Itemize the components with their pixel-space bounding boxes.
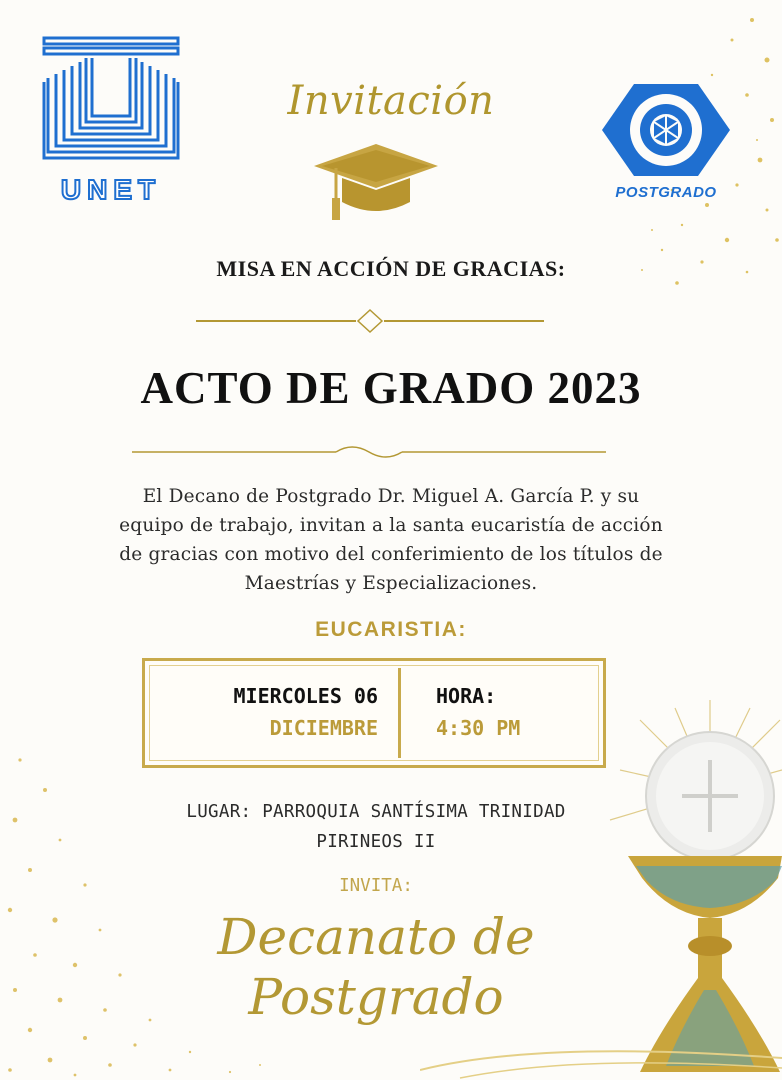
body-line: equipo de trabajo, invitan a la santa eucaristía de acción: [119, 515, 663, 536]
body-line: de gracias con motivo del conferimiento de los títulos de: [119, 544, 663, 565]
signature-line-1: Decanato de: [217, 908, 535, 966]
graduation-cap-icon: [312, 142, 440, 226]
postgrado-logo-text: POSTGRADO: [615, 184, 717, 201]
unet-logo-text: UNET: [60, 174, 162, 205]
divider-ornament: [196, 308, 544, 334]
body-line: El Decano de Postgrado Dr. Miguel A. García P. y su: [142, 486, 640, 507]
location-line-2: PIRINEOS II: [316, 832, 436, 852]
bottom-gold-wave: [420, 1020, 782, 1080]
event-date-month: DICIEMBRE: [269, 716, 378, 740]
mass-subtitle: MISA EN ACCIÓN DE GRACIAS:: [216, 256, 566, 281]
event-box-divider: [398, 668, 401, 758]
event-time-value: 4:30 PM: [436, 716, 521, 740]
invitation-body: [40, 482, 742, 598]
invita-label: INVITA:: [339, 876, 413, 896]
invitation-script-title: Invitación: [287, 78, 495, 124]
body-line: Maestrías y Especializaciones.: [244, 573, 538, 594]
divider-ornament-wave: [132, 440, 606, 464]
graduation-act-title: ACTO DE GRADO 2023: [140, 363, 642, 413]
event-time-label: HORA:: [436, 684, 497, 708]
location-line-1: LUGAR: PARROQUIA SANTÍSIMA TRINIDAD: [186, 802, 566, 822]
gold-sparkles-bottom-left: [0, 720, 330, 1080]
eucharist-heading: EUCARISTIA:: [315, 618, 467, 641]
event-date-day: MIERCOLES 06: [233, 684, 378, 708]
signature-line-2: Postgrado: [248, 968, 504, 1026]
event-details-box: [142, 658, 606, 768]
